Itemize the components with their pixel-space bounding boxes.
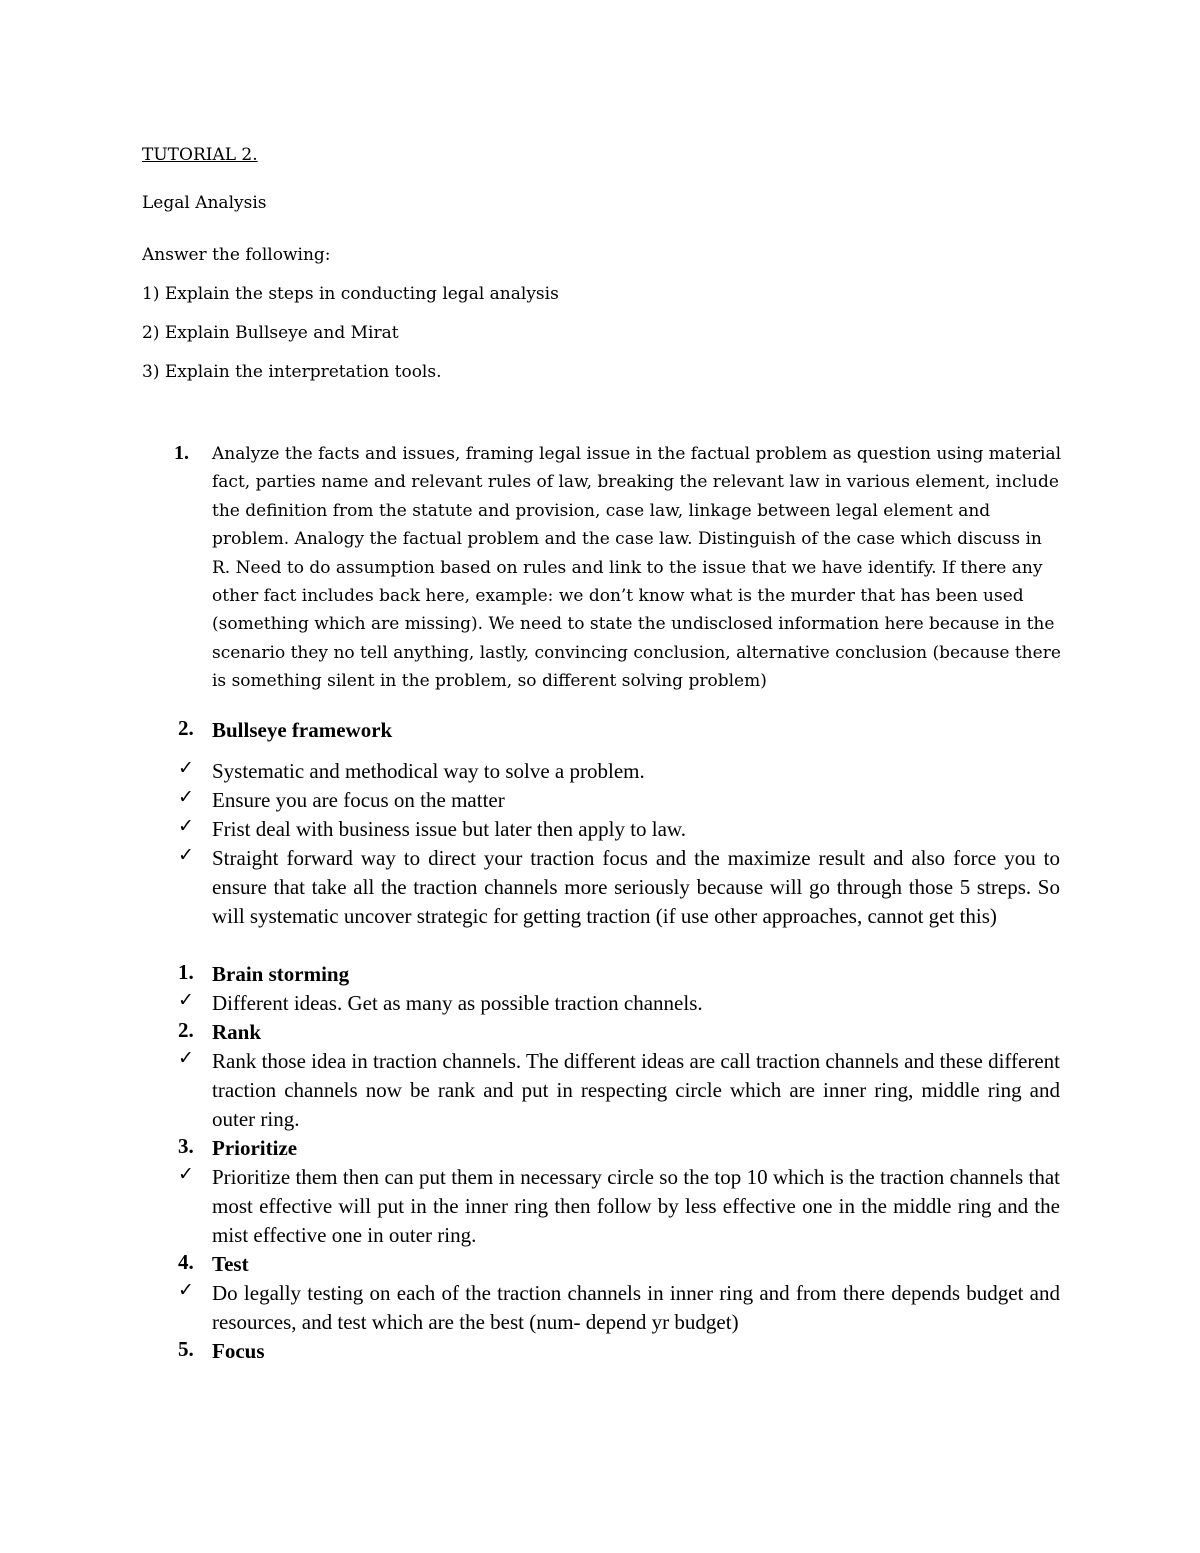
point-text: Frist deal with business issue but later then apply to law. (212, 817, 686, 841)
checkmark-icon: ✓ (178, 1279, 194, 1301)
answer-1-body (212, 440, 1062, 696)
instruction-text: Answer the following: (142, 245, 331, 265)
step-detail: Rank those idea in traction channels. The different ideas are call traction channels and these different traction channels now be rank and put in respecting circle which are inner ring, middle ring and outer ring. (212, 1049, 1060, 1131)
answer-1-line: problem. Analogy the factual problem and the case law. Distinguish of the case which discuss in (212, 529, 1042, 550)
answer-2-number: 2. (178, 716, 194, 740)
doc-title: TUTORIAL 2. (142, 145, 258, 165)
checkmark-icon: ✓ (178, 989, 194, 1011)
step-number: 2. (178, 1018, 194, 1042)
step-detail: Do legally testing on each of the traction channels in inner ring and from there depends budget and resources, and test which are the best (num- depend yr budget) (212, 1281, 1060, 1334)
answer-1-line: fact, parties name and relevant rules of law, breaking the relevant law in various element, include (212, 472, 1059, 493)
question-2: 2) Explain Bullseye and Mirat (142, 323, 399, 343)
answer-2-heading: Bullseye framework (212, 718, 393, 742)
point-text: Ensure you are focus on the matter (212, 788, 505, 812)
checkmark-icon: ✓ (178, 1163, 194, 1185)
question-3: 3) Explain the interpretation tools. (142, 362, 442, 382)
step-title: Rank (212, 1020, 262, 1044)
answer-1-line: Analyze the facts and issues, framing legal issue in the factual problem as question using material (212, 444, 1062, 464)
doc-subtitle: Legal Analysis (142, 193, 267, 213)
question-1: 1) Explain the steps in conducting legal analysis (142, 284, 559, 304)
step-title: Test (212, 1252, 249, 1276)
answer-1-line: scenario they no tell anything, lastly, convincing conclusion, alternative conclusion (because there (212, 642, 1061, 663)
checkmark-icon: ✓ (178, 786, 194, 808)
checkmark-icon: ✓ (178, 1047, 194, 1069)
step-number: 1. (178, 960, 194, 984)
answer-1-number: 1. (174, 442, 189, 464)
answer-1-line: the definition from the statute and provision, case law, linkage between legal element and (212, 500, 991, 521)
step-title: Prioritize (212, 1136, 298, 1160)
step-detail: Prioritize them then can put them in necessary circle so the top 10 which is the traction channels that most effective will put in the inner ring then follow by less effective one in the middle ring and the mist effective one in outer ring. (212, 1165, 1060, 1247)
step-detail: Different ideas. Get as many as possible traction channels. (212, 991, 703, 1015)
checkmark-icon: ✓ (178, 815, 194, 837)
answer-1-line: other fact includes back here, example: we don’t know what is the murder that has been used (212, 586, 1024, 607)
answer-1-line: (something which are missing). We need to state the undisclosed information here because in the (212, 614, 1055, 635)
step-title: Focus (212, 1339, 265, 1363)
step-title: Brain storming (212, 962, 350, 986)
checkmark-icon: ✓ (178, 844, 194, 866)
answer-1-line: is something silent in the problem, so different solving problem) (212, 671, 767, 692)
checkmark-icon: ✓ (178, 757, 194, 779)
step-number: 5. (178, 1337, 194, 1361)
point-text: Straight forward way to direct your traction focus and the maximize result and also force you to ensure that take all the traction channels more seriously because will go through those 5 streps. So will systematic uncover strategic for getting traction (if use other approaches, cannot get this) (212, 846, 1060, 928)
point-text: Systematic and methodical way to solve a problem. (212, 759, 645, 783)
step-number: 3. (178, 1134, 194, 1158)
step-number: 4. (178, 1250, 194, 1274)
answer-1-line: R. Need to do assumption based on rules and link to the issue that we have identify. If there any (212, 557, 1043, 578)
